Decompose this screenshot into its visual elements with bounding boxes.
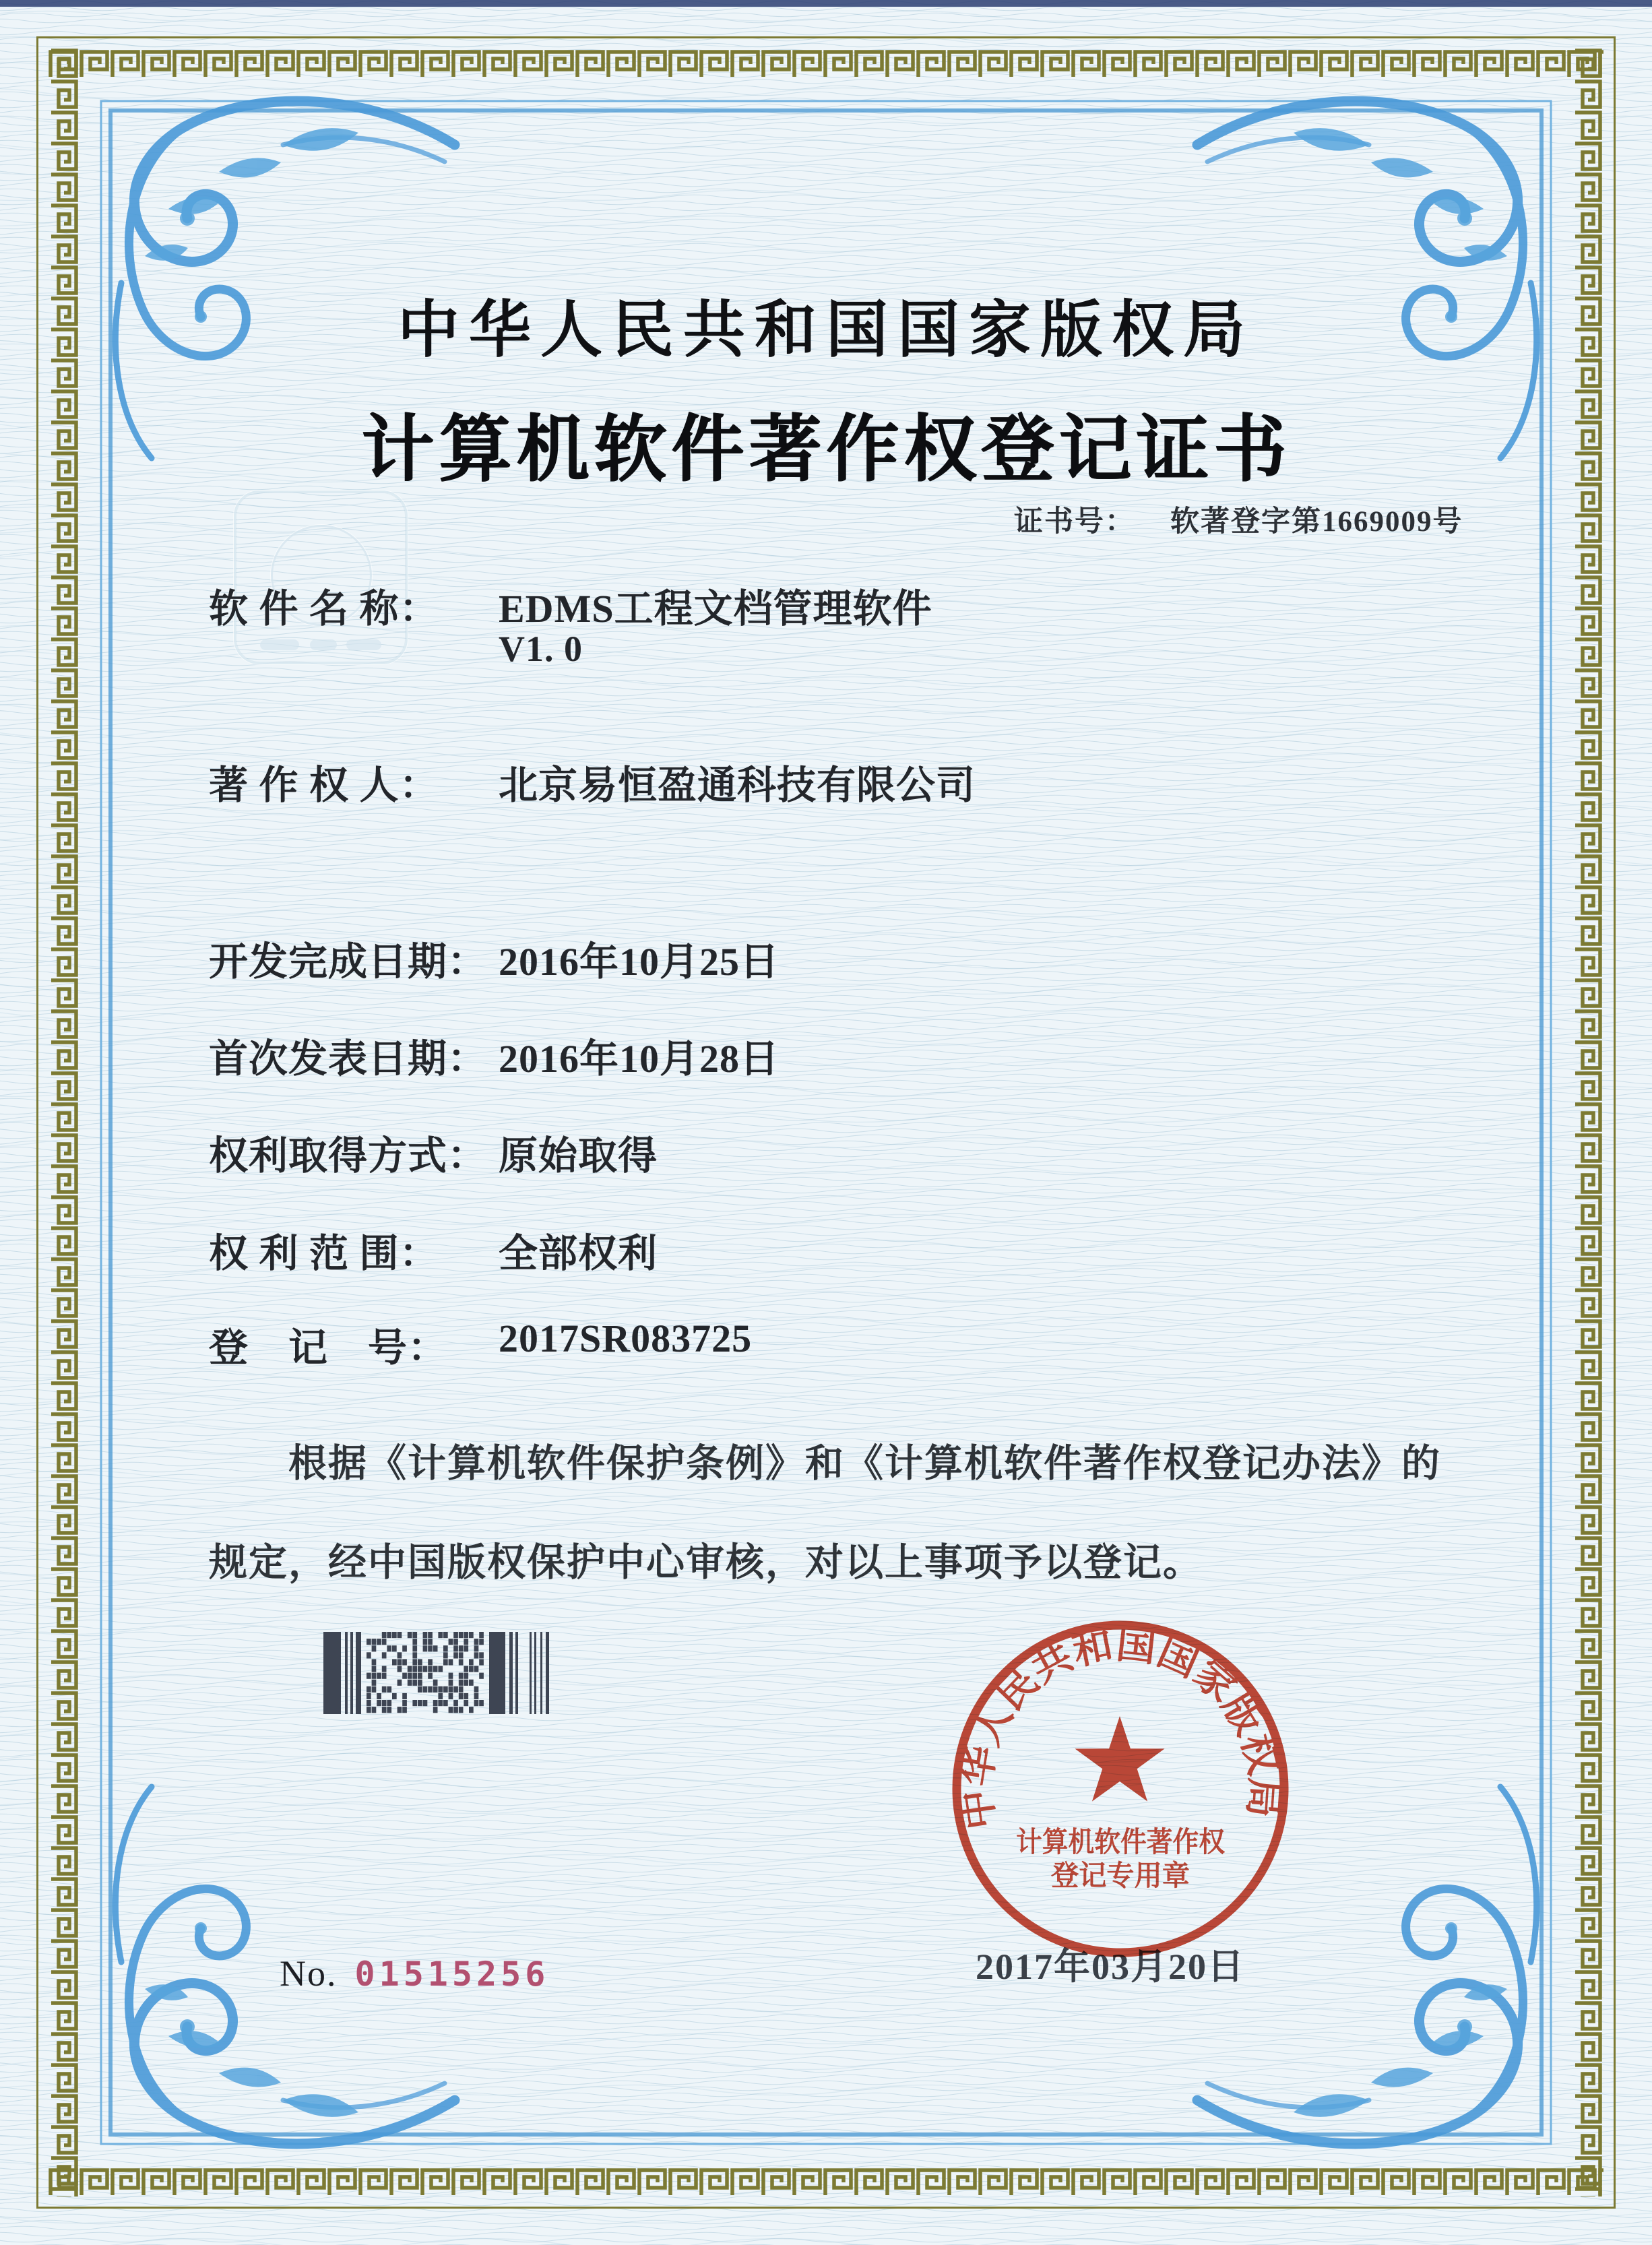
authority-title: 中华人民共和国国家版权局 <box>397 296 1254 365</box>
field-label: 软 件 名 称： <box>209 587 439 631</box>
field-dev-complete-date <box>209 930 780 986</box>
field-value: V1. 0 <box>499 629 583 669</box>
field-rights-acquisition <box>209 1124 658 1180</box>
statement-line-2: 规定，经中国版权保护中心审核，对以上事项予以登记。 <box>209 1542 1203 1584</box>
serial-number: 01515256 <box>354 1955 550 1994</box>
seal-line2: 登记专用章 <box>1051 1861 1193 1892</box>
field-value: 北京易恒盈通科技有限公司 <box>499 763 976 807</box>
red-star-icon <box>1075 1716 1164 1802</box>
official-seal <box>942 1610 1299 1967</box>
greek-key-band-bottom <box>49 2167 1603 2196</box>
field-value: 全部权利 <box>499 1232 658 1275</box>
serial-label: No. <box>280 1953 338 1994</box>
field-label: 登 记 号： <box>209 1326 448 1370</box>
certificate-title: 计算机软件著作权登记证书 <box>360 410 1291 491</box>
field-software-name <box>209 577 932 633</box>
certificate-number-label: 证书号： <box>1014 506 1135 538</box>
certificate-number-value: 软著登字第1669009号 <box>1170 506 1463 538</box>
serial-number-row <box>280 1953 549 1994</box>
greek-key-band-left <box>50 49 80 2196</box>
emboss-mark <box>310 639 337 650</box>
field-first-publish-date <box>209 1027 780 1083</box>
field-value: 2016年10月25日 <box>499 940 780 984</box>
field-label: 权利取得方式： <box>209 1134 488 1178</box>
field-value: 2017SR083725 <box>499 1317 753 1360</box>
field-rights-scope <box>209 1222 658 1278</box>
emboss-mark <box>346 639 381 650</box>
scan-top-edge <box>0 0 1652 7</box>
seal-arc-text: 中华人民共和国国家版权局 <box>954 1622 1287 1833</box>
barcode-2d <box>323 1632 559 1714</box>
field-label: 权 利 范 围： <box>209 1232 439 1275</box>
field-label: 开发完成日期： <box>209 940 488 984</box>
field-label: 首次发表日期： <box>209 1037 488 1081</box>
field-value: EDMS工程文档管理软件 <box>499 587 932 631</box>
seal-line1: 计算机软件著作权 <box>1016 1827 1243 1858</box>
field-value: 原始取得 <box>499 1134 658 1178</box>
greek-key-band-right <box>1574 49 1603 2196</box>
greek-key-band-top <box>49 49 1603 78</box>
field-value: 2016年10月28日 <box>499 1037 780 1081</box>
emboss-mark <box>260 639 299 650</box>
field-copyright-owner <box>209 753 976 810</box>
issue-date: 2017年03月20日 <box>976 1947 1245 1987</box>
certificate-number-row <box>1014 499 1463 540</box>
field-label: 著 作 权 人： <box>209 763 439 807</box>
statement-line-1: 根据《计算机软件保护条例》和《计算机软件著作权登记办法》的 <box>288 1443 1441 1485</box>
field-registration-number <box>209 1316 753 1372</box>
